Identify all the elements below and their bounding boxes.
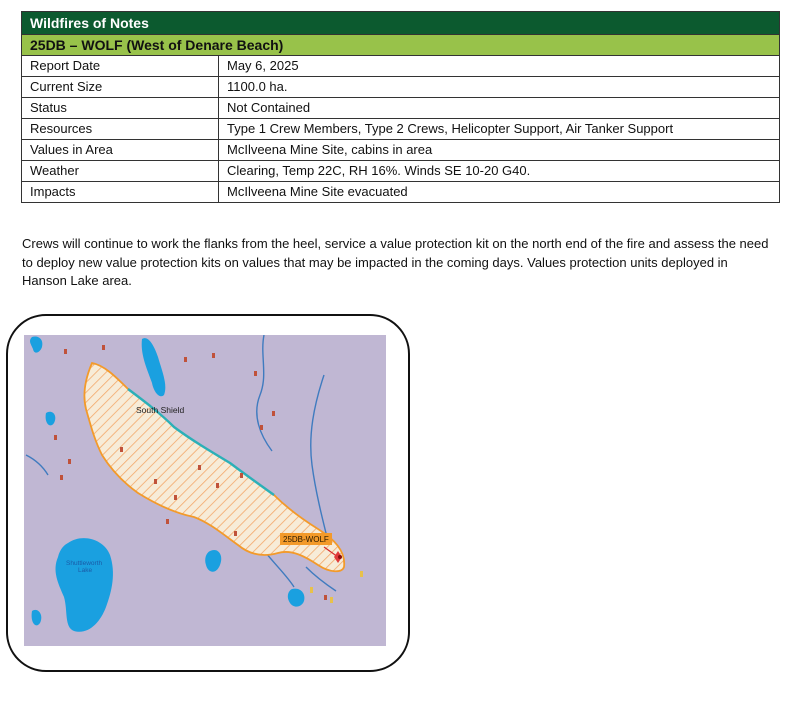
table-row — [22, 77, 780, 98]
row-value: McIlveena Mine Site evacuated — [219, 182, 780, 203]
table-title-row — [22, 12, 780, 35]
table-title: Wildfires of Notes — [22, 12, 780, 35]
cabin-marker — [166, 519, 169, 524]
table-row — [22, 182, 780, 203]
marker — [330, 597, 333, 603]
row-label: Resources — [22, 119, 219, 140]
row-value: Type 1 Crew Members, Type 2 Crews, Helicopter Support, Air Tanker Support — [219, 119, 780, 140]
cabin-marker — [240, 473, 243, 478]
cabin-marker — [60, 475, 63, 480]
cabin-marker — [260, 425, 263, 430]
row-label: Report Date — [22, 56, 219, 77]
row-value: Clearing, Temp 22C, RH 16%. Winds SE 10-20 G40. — [219, 161, 780, 182]
row-label: Values in Area — [22, 140, 219, 161]
label-south-shield: South Shield — [136, 405, 185, 415]
row-label: Weather — [22, 161, 219, 182]
row-value: 1100.0 ha. — [219, 77, 780, 98]
cabin-marker — [234, 531, 237, 536]
cabin-marker — [324, 595, 327, 600]
cabin-marker — [212, 353, 215, 358]
table-row — [22, 56, 780, 77]
cabin-marker — [174, 495, 177, 500]
marker — [310, 587, 313, 593]
row-label: Status — [22, 98, 219, 119]
row-value: McIlveena Mine Site, cabins in area — [219, 140, 780, 161]
cabin-marker — [68, 459, 71, 464]
cabin-marker — [54, 435, 57, 440]
table-row — [22, 98, 780, 119]
table-subtitle-row — [22, 35, 780, 56]
table-row — [22, 140, 780, 161]
cabin-marker — [120, 447, 123, 452]
fire-name: 25DB – WOLF (West of Denare Beach) — [22, 35, 780, 56]
wildfire-table — [21, 11, 780, 203]
fire-label: 25DB-WOLF — [283, 535, 329, 544]
row-value: May 6, 2025 — [219, 56, 780, 77]
cabin-marker — [154, 479, 157, 484]
row-value: Not Contained — [219, 98, 780, 119]
map-frame — [6, 314, 410, 672]
fire-map — [24, 335, 386, 646]
marker — [360, 571, 363, 577]
cabin-marker — [254, 371, 257, 376]
cabin-marker — [184, 357, 187, 362]
label-shuttleworth: Shuttleworth — [66, 560, 103, 567]
cabin-marker — [216, 483, 219, 488]
cabin-marker — [64, 349, 67, 354]
table-row — [22, 161, 780, 182]
label-lake: Lake — [78, 567, 93, 574]
row-label: Current Size — [22, 77, 219, 98]
cabin-marker — [102, 345, 105, 350]
operations-paragraph: Crews will continue to work the flanks from the heel, service a value protection kit on the north end of the fire and assess the need to deploy new value protection kits on values that may be impacted in the coming days. Values protection units deployed in Hanson Lake area. — [22, 236, 769, 288]
row-label: Impacts — [22, 182, 219, 203]
table-row — [22, 119, 780, 140]
cabin-marker — [198, 465, 201, 470]
cabin-marker — [272, 411, 275, 416]
